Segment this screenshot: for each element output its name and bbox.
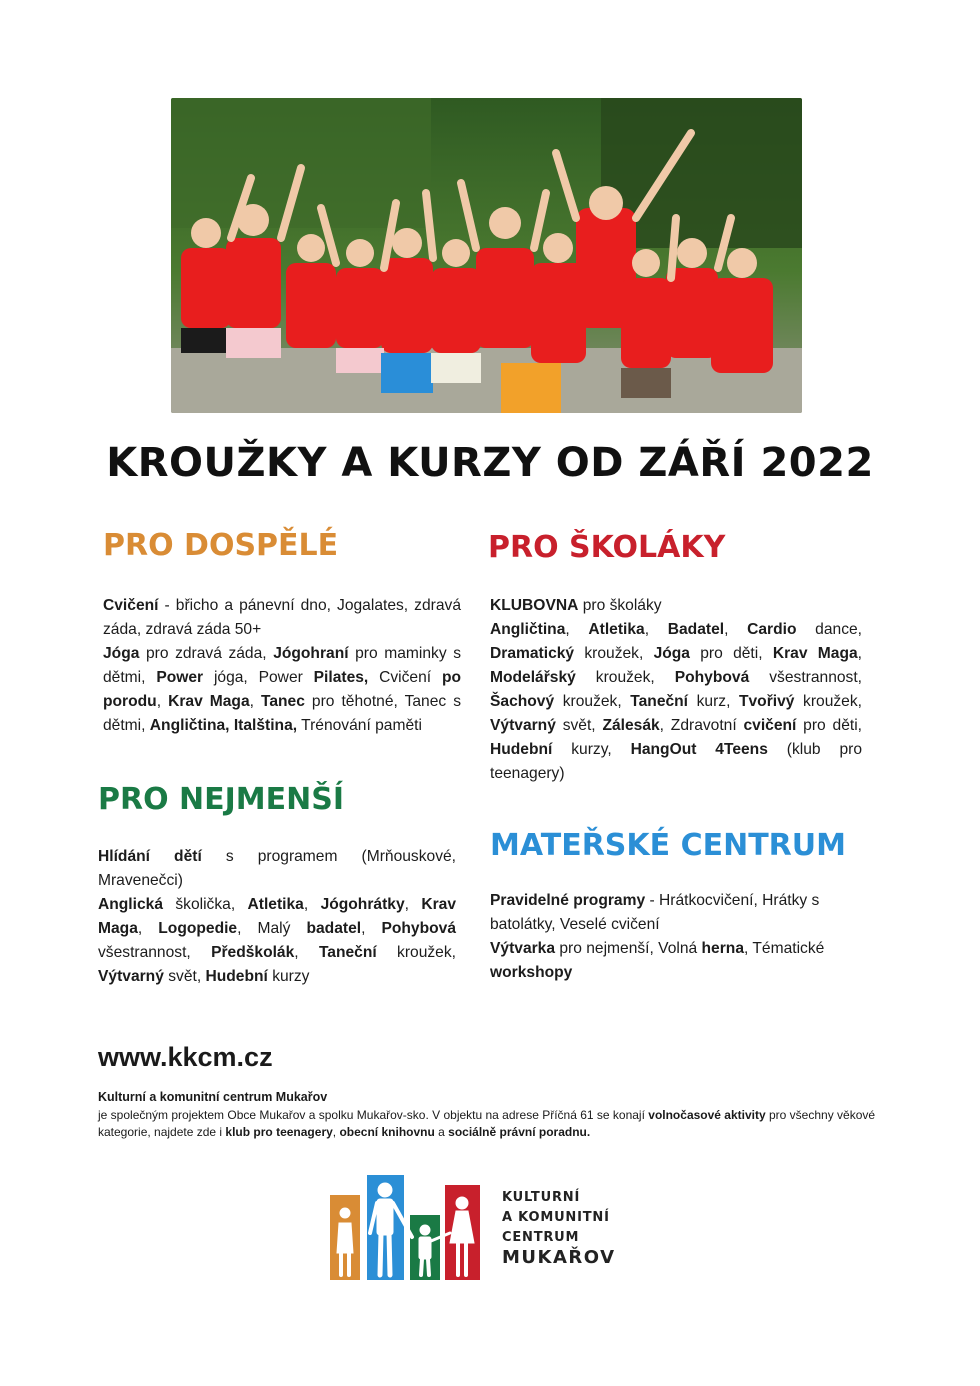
section-body-skolaky: [490, 594, 862, 786]
paragraph: Výtvarka pro nejmenší, Volná herna, Tématické workshopy: [490, 940, 825, 981]
section-body-dospele: [103, 594, 461, 738]
paragraph: Cvičení - břicho a pánevní dno, Jogalates, zdravá záda, zdravá záda 50+: [103, 597, 461, 638]
section-body-nejmensi: [98, 845, 456, 989]
organization-description: je společným projektem Obce Mukařov a spolku Mukařov-sko. V objektu na adrese Příčná 61 se konají volnočasové aktivity pro všechny věkové kategorie, najdete zde i klub pro teenagery, obecní knihovnu a sociálně právní poradnu.: [98, 1108, 876, 1139]
logo-line-4: MUKAŘOV: [502, 1247, 616, 1268]
paragraph: KLUBOVNA pro školáky: [490, 597, 662, 614]
paragraph: Anglická školička, Atletika, Jógohrátky, Krav Maga, Logopedie, Malý badatel, Pohybová všestrannost, Předškolák, Taneční kroužek, Výtvarný svět, Hudební kurzy: [98, 896, 457, 985]
page-title: KROUŽKY A KURZY OD ZÁŘÍ 2022: [106, 440, 874, 486]
paragraph: Hlídání dětí s programem (Mrňouskové, Mravenečci): [98, 848, 456, 889]
website-link[interactable]: www.kkcm.cz: [98, 1042, 273, 1072]
logo-text: [502, 1188, 616, 1268]
logo-line-3: CENTRUM: [502, 1230, 580, 1245]
section-title-nejmensi: PRO NEJMENŠÍ: [98, 782, 345, 817]
logo-line-1: KULTURNÍ: [502, 1190, 581, 1205]
logo-figures: [330, 1175, 480, 1280]
paragraph: Angličtina, Atletika, Badatel, Cardio dance, Dramatický kroužek, Jóga pro děti, Krav Maga, Modelářský kroužek, Pohybová všestrannost, Šachový kroužek, Taneční kurz, Tvořivý kroužek, Výtvarný svět, Zálesák, Zdravotní cvičení pro děti, Hudební kurzy, HangOut 4Teens (klub pro teenagery): [490, 621, 862, 782]
organization-name: Kulturní a komunitní centrum Mukařov: [98, 1090, 328, 1104]
section-title-skolaky: PRO ŠKOLÁKY: [488, 530, 726, 565]
section-body-materske: [490, 889, 862, 985]
logo-line-2: A KOMUNITNÍ: [502, 1210, 610, 1225]
section-title-materske: MATEŘSKÉ CENTRUM: [490, 828, 846, 863]
paragraph: Pravidelné programy - Hrátkocvičení, Hrátky s batolátky, Veselé cvičení: [490, 892, 820, 933]
group-photo: [171, 98, 802, 413]
section-title-dospele: PRO DOSPĚLÉ: [103, 528, 339, 563]
paragraph: Jóga pro zdravá záda, Jógohraní pro maminky s dětmi, Power jóga, Power Pilates, Cvičení po porodu, Krav Maga, Tanec pro těhotné, Tanec s dětmi, Angličtina, Italština, Trénování paměti: [103, 645, 462, 734]
